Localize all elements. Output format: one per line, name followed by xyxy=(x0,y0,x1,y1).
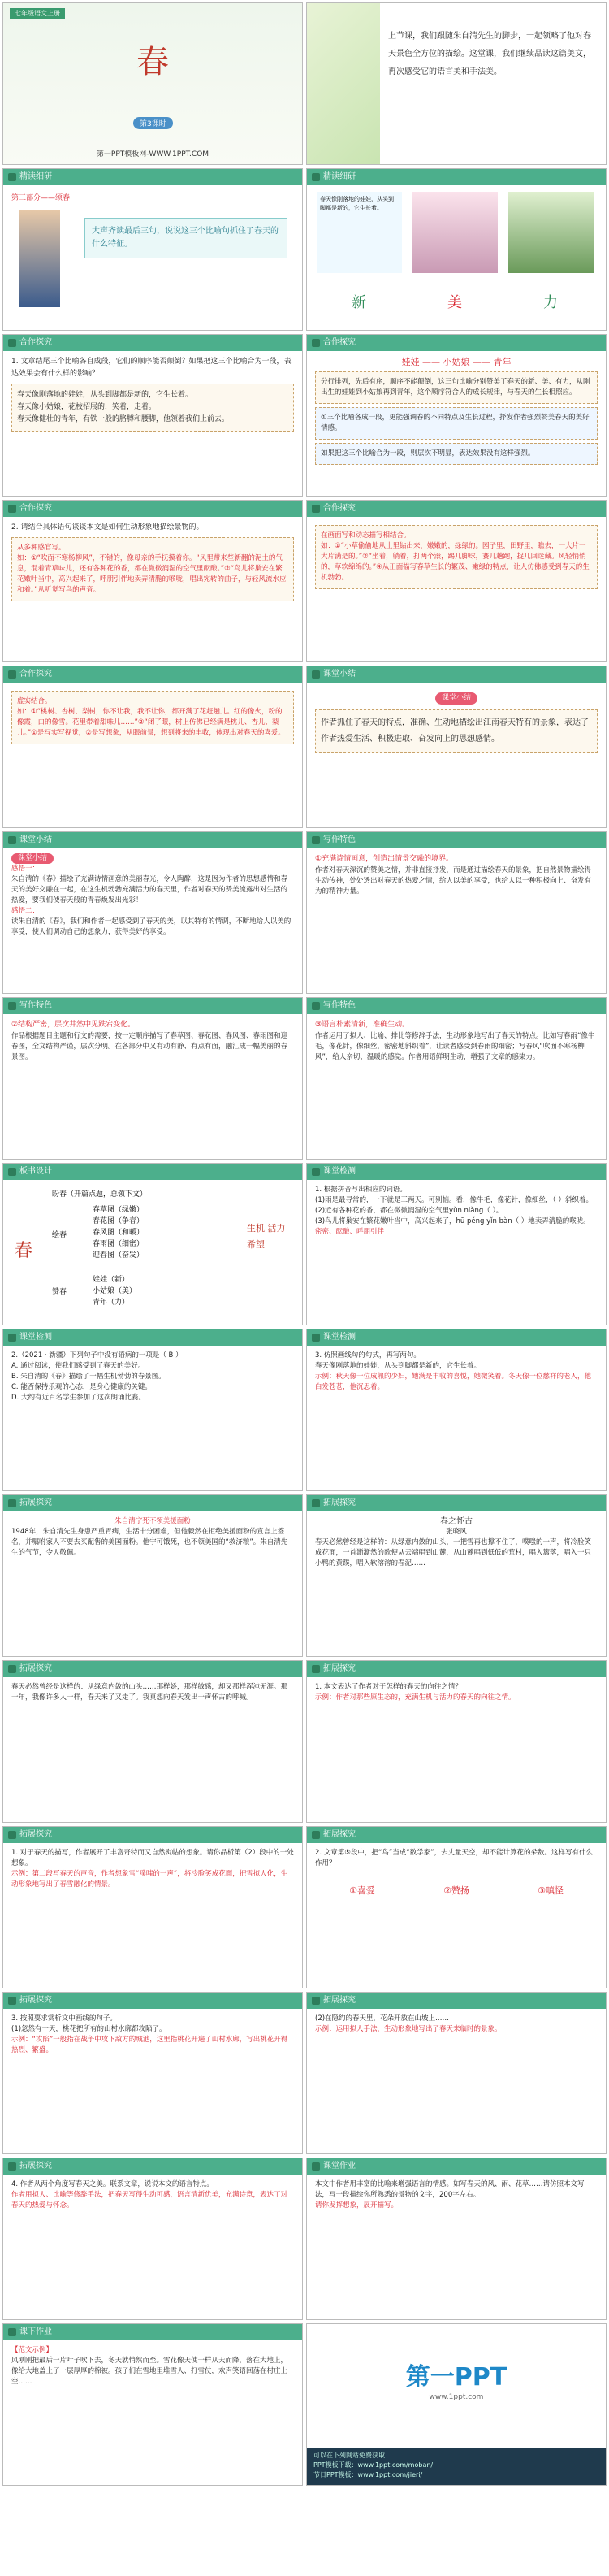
slide-homework-1 xyxy=(306,2158,607,2320)
slide-header: 精读细研 xyxy=(3,169,302,185)
growth-chain: 娃娃 —— 小姑娘 —— 青年 xyxy=(401,357,512,367)
slide-explore-3 xyxy=(2,500,303,662)
slide-summary-2 xyxy=(2,831,303,994)
insight-1-title: 感悟一： xyxy=(11,865,40,873)
slide-explore-2 xyxy=(306,334,607,497)
board-item: 春风图（和暖） xyxy=(93,1229,145,1237)
question-text: 4. 作者从两个角度写春天之美。联系文章，说说本文的语言特点。 xyxy=(11,2180,214,2188)
card-beauty xyxy=(412,192,498,273)
card-power xyxy=(508,192,594,273)
answer: 如：①“桃树、杏树、梨树，你不让我，我不让你，都开满了花赶趟儿。红的像火，粉的像霞，白的像雪。花里带着甜味儿……”②“闭了眼，树上仿佛已经满是桃儿、杏儿、梨儿。”①是写实写视觉，②是写想象，从眼前景，想到将来的丰收，体现出对春天的喜爱。 xyxy=(17,708,285,737)
summary-tag: 课堂小结 xyxy=(11,853,54,864)
question-bubble: 大声齐读最后三句，说说这三个比喻句抓住了春天的什么特征。 xyxy=(84,218,287,258)
word-new: 新 xyxy=(352,294,366,311)
slide-header: 合作探究 xyxy=(3,666,302,683)
question-text: 2. 文章第⑤段中，把“鸟”当成“数学家”，去丈量天空，却不能计算花的朵数。这样写有什么作用？ xyxy=(315,1849,594,1867)
answer: 示例：秋天像一位成熟的少妇，她满是丰收的喜悦，她微笑着。冬天像一位慈祥的老人，他白发苍苍，他沉思着。 xyxy=(315,1373,592,1391)
slide-writing-2 xyxy=(2,997,303,1160)
choice[interactable]: ③嗔怪 xyxy=(538,1885,564,1896)
slide-header: 拓展探究 xyxy=(3,1993,302,2009)
slide-extend-7 xyxy=(2,1992,303,2154)
slide-header: 拓展探究 xyxy=(307,1661,606,1677)
slide-explore-4 xyxy=(306,500,607,662)
slide-header: 板书设计 xyxy=(3,1164,302,1180)
board-root: 盼春（开篇点题，总领下文） xyxy=(52,1190,148,1199)
word-beauty: 美 xyxy=(447,294,462,311)
slide-test-3 xyxy=(306,1329,607,1491)
slide-extend-9 xyxy=(2,2158,303,2320)
slide-header: 拓展探究 xyxy=(3,1827,302,1843)
slide-extend-6 xyxy=(306,1826,607,1988)
sample-title: 【范文示例】 xyxy=(11,2346,54,2354)
feature-text: 作者运用了拟人、比喻、排比等修辞手法，生动形象地写出了春天的特点。比如写春雨“像牛毛，像花针，像细丝，密密地斜织着”，让读者感受到春雨的细密；写春风“吹面不寒杨柳风”，给人亲切、温暖的感觉。作者用语鲜明生动，增强了文章的感染力。 xyxy=(315,1032,595,1061)
hint: 从多种感官写。 xyxy=(17,544,66,552)
homework-hint: 请你发挥想象，展开描写。 xyxy=(315,2201,399,2210)
slide-test-1 xyxy=(306,1163,607,1325)
summary-text: 作者抓住了春天的特点，准确、生动地描绘出江南春天特有的景象，表达了作者热爱生活、积极进取、奋发向上的思想感情。 xyxy=(315,709,598,753)
section-title: 第三部分——颂春 xyxy=(11,194,71,202)
slide-extend-1 xyxy=(2,1494,303,1657)
slide-summary-1 xyxy=(306,666,607,828)
insight-1: 朱自清的《春》描绘了充满诗情画意的美丽春光，令人陶醉，这是因为作者的思想感情和春天的美好交融在一起，在这生机勃勃充满活力的春天里，作者对春天的赞美流露出对生活的热爱，要我们使春天般的青春焕发出光彩！ xyxy=(11,875,288,904)
answer: 示例：“攻陷”一般指在战争中攻下敌方的城池，这里指桃花开遍了山村水廓，写出桃花开得热烈、繁盛。 xyxy=(11,2036,288,2054)
answer-1: 分行排列，先后有序，顺序不能颠倒，这三句比喻分别赞美了春天的新、美、有力，从刚出生的娃娃到小姑娘再到青年，这个顺序符合人的成长规律，与春天的生长相照应。 xyxy=(315,371,598,404)
essay-author: 张晓风 xyxy=(446,1528,467,1536)
slide-header: 合作探究 xyxy=(307,335,606,351)
footer xyxy=(307,2448,606,2485)
line-1: 春天像刚落地的娃娃，从头到脚都是新的，它生长着。 xyxy=(17,391,193,399)
slide-header: 写作特色 xyxy=(3,998,302,1014)
board-item: 春花图（争春） xyxy=(93,1217,145,1225)
board-items xyxy=(93,1204,144,1261)
answer: 示例：运用拟人手法，生动形象地写出了春天来临时的景象。 xyxy=(315,2025,502,2033)
slide-explore-1 xyxy=(2,334,303,497)
slide-header: 合作探究 xyxy=(3,335,302,351)
page-title: 春 xyxy=(136,43,169,80)
slide-header: 拓展探究 xyxy=(3,1495,302,1511)
answer-2: ①三个比喻各成一段，更能强调春的不同特点及生长过程，抒发作者强烈赞美春天的美好情感。 xyxy=(315,407,598,440)
board-item: 春雨图（细密） xyxy=(93,1240,145,1248)
slide-header: 课堂小结 xyxy=(307,666,606,683)
footer-link[interactable]: PPT模板下载：www.1ppt.com/moban/ xyxy=(313,2461,434,2469)
grade-badge: 七年级语文上册 xyxy=(10,8,65,19)
logo: 第一PPT xyxy=(405,2363,508,2392)
slide-test-2 xyxy=(2,1329,303,1491)
feature-title: ①充满诗情画意，创造出情景交融的境界。 xyxy=(315,855,454,863)
footer-link[interactable]: 节日PPT模板：www.1ppt.com/jieri/ xyxy=(313,2471,423,2478)
slide-end xyxy=(306,2323,607,2486)
slide-header: 写作特色 xyxy=(307,832,606,848)
board-theme: 生机 活力 希望 xyxy=(247,1223,286,1250)
option[interactable]: D. 大约有近百名学生参加了这次朗诵比赛。 xyxy=(11,1394,145,1402)
answer: 示例：作者对那些原生态的，充满生机与活力的春天的向往之情。 xyxy=(315,1693,516,1702)
teacher-figure xyxy=(19,210,60,307)
intro-text: 上节课，我们跟随朱自清先生的脚步，一起领略了他对春天景色全方位的描绘。这堂课，我们继续品读这篇美文，再次感受它的语言美和手法美。 xyxy=(388,32,591,76)
slide-extend-5 xyxy=(2,1826,303,1988)
essay-text: 春天必然曾经是这样的：从绿意内敛的山头，一把雪再也撑不住了，噗嗤的一声，将冷脸笑成花面，一首澌澌然的歌便从云端唱到山麓，从山麓唱到低低的荒村，唱入篱落，唱入一只小鸭的黄蹼，唱入软溶溶的春泥…… xyxy=(315,1538,592,1568)
line-2: 春天像小姑娘，花枝招展的，笑着，走着。 xyxy=(17,403,157,411)
board-item: 春草图（绿嫩） xyxy=(93,1206,145,1214)
question-text: 2.（2021 · 新疆）下列句子中没有语病的一项是（ B ） xyxy=(11,1351,183,1360)
slide-extend-3 xyxy=(2,1660,303,1823)
story-title: 朱自清宁死不领美援面粉 xyxy=(114,1517,191,1525)
answer: 如：①“小草偷偷地从土里钻出来，嫩嫩的，绿绿的。园子里，田野里，瞧去，一大片一大片满是的。”②“坐着，躺着，打两个滚，踢几脚球，赛几趟跑，捉几回迷藏。风轻悄悄的，草软绵绵的。”④从正面描写春草生长的繁茂、嫩绿的特点，让人仿佛感受到春天的生机勃勃。 xyxy=(321,542,590,582)
question-text: 1. 本文表达了作者对于怎样的春天的向往之情？ xyxy=(315,1683,462,1691)
slide-header: 精读细研 xyxy=(307,169,606,185)
sample-sentence: 春天像刚落地的娃娃，从头到脚都是新的，它生长着。 xyxy=(315,1362,482,1370)
question-text: 1. 文章结尾三个比喻各自成段，它们的顺序能否颠倒？如果把这三个比喻合为一段，表达效果会有什么样的影响？ xyxy=(11,358,292,378)
feature-title: ③语言朴素清新，准确生动。 xyxy=(315,1021,410,1029)
lesson-badge: 第3课时 xyxy=(133,117,173,129)
item-3: (3)鸟儿将巢安在繁花嫩叶当中，高兴起来了，hū péng yǐn bàn（ ）地卖弄清脆的喉咙。 xyxy=(315,1217,590,1225)
answer: 密密、酝酿、呼朋引伴 xyxy=(315,1228,385,1236)
slide-writing-3 xyxy=(306,997,607,1160)
sentence: (2)在隐约的春天里，花朵开放在山坡上…… xyxy=(315,2014,450,2023)
word-power: 力 xyxy=(543,294,558,311)
board-item: 迎春图（奋发） xyxy=(93,1251,145,1260)
footer-line: 可以在下列网站免费获取 xyxy=(313,2452,385,2459)
slide-header: 合作探究 xyxy=(307,501,606,517)
slide-extend-2 xyxy=(306,1494,607,1657)
answer: 示例：第二段写春天的声音，作者想象雪“噗嗤的一声”，将冷脸笑成花面，把雪拟人化，生动形象地写出了春雪融化的情景。 xyxy=(11,1870,288,1889)
option[interactable]: B. 朱自清的《春》描绘了一幅生机勃勃的春景图。 xyxy=(11,1373,166,1381)
slide-intro xyxy=(306,2,607,165)
story-text: 1948年，朱自清先生身患严重胃病，生活十分困难，但他毅然在拒绝美援面粉的宣言上签名，并嘱咐家人不要去买配售的美国面粉。他宁可饿死，也不领美国的“救济粮”。朱自清先生的气节，令人敬佩。 xyxy=(11,1528,288,1557)
line-3: 春天像健壮的青年，有铁一般的胳膊和腰脚，他领着我们上前去。 xyxy=(17,415,230,423)
insight-2: 读朱自清的《春》，我们和作者一起感受到了春天的美，以其特有的情调，不断地给人以美的享受，使人们调动自己的想象力，获得美好的享受。 xyxy=(11,917,292,936)
slide-extend-4 xyxy=(306,1660,607,1823)
answer: 如：①“吹面不寒杨柳风”，不错的，像母亲的手抚摸着你。“风里带来些新翻的泥土的气息，混着青草味儿，还有各种花的香，都在微微润湿的空气里酝酿。”②“鸟儿将巢安在繁花嫩叶当中，高兴起来了，呼朋引伴地卖弄清脆的喉咙，唱出宛转的曲子，与轻风流水应和着。”从听觉写鸟的声音。 xyxy=(17,554,287,594)
board-sub: 青年（力） xyxy=(93,1299,130,1307)
slide-header: 拓展探究 xyxy=(307,1827,606,1843)
slide-header: 拓展探究 xyxy=(307,1495,606,1511)
question-text: 2. 请结合具体语句谈谈本文是如何生动形象地描绘景物的。 xyxy=(11,523,204,531)
slide-header: 课堂检测 xyxy=(3,1329,302,1346)
insight-2-title: 感悟二： xyxy=(11,907,40,915)
item-1: (1)雨是最寻常的，一下就是三两天。可别恼。看，像牛毛，像花针，像细丝，（ ）斜织着。 xyxy=(315,1196,593,1204)
sample-text: 风刚刚把最后一片叶子吹下去，冬天就悄然而至。雪花像天使一样从天而降，落在大地上，像给大地盖上了一层厚厚的棉被。孩子们在雪地里堆雪人、打雪仗，欢声笑语回荡在村庄上空…… xyxy=(11,2357,288,2386)
board-title: 春 xyxy=(15,1241,33,1261)
question-text: 3. 仿照画线句的句式，再写两句。 xyxy=(315,1351,421,1360)
item-2: (2)近有各种花的香，都在微微润湿的空气里yùn niàng（ ）。 xyxy=(315,1207,503,1215)
slide-explore-5 xyxy=(2,666,303,828)
slide-header: 拓展探究 xyxy=(307,1993,606,2009)
question-text: 1. 根据拼音写出相应的词语。 xyxy=(315,1186,407,1194)
slide-header: 合作探究 xyxy=(3,501,302,517)
board-sub: 小姑娘（美） xyxy=(93,1287,137,1295)
option[interactable]: C. 能否保持乐观的心态，是身心健康的关键。 xyxy=(11,1383,152,1391)
answer-3: 如果把这三个比喻合为一段，则层次不明显，表达效果没有这样强烈。 xyxy=(315,443,598,465)
question-text: 3. 按照要求赏析文中画线的句子。 xyxy=(11,2014,117,2023)
essay-text: 春天必然曾经是这样的：从绿意内敛的山头……那样娇，那样敏感，却又那样浑沌无涯。那一年，我像许多人一样，春天来了又走了。我真想向春天发出一声怀古的呼喊。 xyxy=(11,1683,288,1702)
slide-header: 课堂检测 xyxy=(307,1329,606,1346)
site-text[interactable]: 第一PPT模板网-WWW.1PPT.COM xyxy=(96,150,209,158)
slide-header: 课堂小结 xyxy=(3,832,302,848)
slide-header: 拓展探究 xyxy=(3,1661,302,1677)
slide-title xyxy=(2,2,303,165)
hint: 虚实结合。 xyxy=(17,697,52,705)
choice[interactable]: ②赞扬 xyxy=(443,1885,469,1896)
slide-read-4 xyxy=(306,168,607,331)
feature-text: 作者对春天深沉的赞美之情，并非直接抒发，而是通过描绘春天的景象，把自然景物描绘得生动传神，处处透出对春天的热爱之情，给人以美的享受，也给人以一种积极向上、奋发有为的精神力量。 xyxy=(315,866,592,896)
option[interactable]: A. 通过阅读，使我们感受到了春天的美好。 xyxy=(11,1362,145,1370)
summary-tag: 课堂小结 xyxy=(435,692,477,705)
sentence: (1)忽然有一天，桃花把所有的山村水廓都攻陷了。 xyxy=(11,2025,166,2033)
slide-header: 课堂作业 xyxy=(307,2158,606,2175)
logo-url[interactable]: www.1ppt.com xyxy=(429,2393,484,2401)
feature-text: 作品根据题目主题和行文的需要，按一定顺序描写了春草图、春花图、春风图、春雨图和迎春图，全文结构严谨，层次分明。在各部分中又有动有静、有点有面，融汇成一幅美丽的春景图。 xyxy=(11,1032,288,1061)
slide-extend-8 xyxy=(306,1992,607,2154)
card-new: 春天像刚落地的娃娃，从头到脚都是新的，它生长着。 xyxy=(317,192,402,273)
slide-board xyxy=(2,1163,303,1325)
choice[interactable]: ①喜爱 xyxy=(349,1885,375,1896)
board-praise: 赞春 xyxy=(52,1288,67,1296)
homework-text: 本文中作者用丰富的比喻来增强语言的情感。如写春天的风、雨、花草……请仿照本文写法，写一段描绘你所熟悉的景物的文字，200字左右。 xyxy=(315,2180,585,2199)
hint: 在画面写和动态描写相结合。 xyxy=(321,531,411,540)
board-group: 绘春 xyxy=(52,1231,67,1239)
slide-header: 写作特色 xyxy=(307,998,606,1014)
essay-title: 春之怀古 xyxy=(440,1517,473,1526)
answer: 作者用拟人、比喻等修辞手法，把春天写得生动可感，语言清新优美，充满诗意，表达了对春天的热爱与怀念。 xyxy=(11,2191,288,2210)
flower-image xyxy=(307,3,380,165)
slide-homework-2 xyxy=(2,2323,303,2486)
slide-read-3 xyxy=(2,168,303,331)
board-sub: 娃娃（新） xyxy=(93,1276,130,1284)
slide-header: 课堂检测 xyxy=(307,1164,606,1180)
feature-title: ②结构严密，层次井然中见跌宕变化。 xyxy=(11,1021,136,1029)
question-text: 1. 对于春天的描写，作者展开了丰富奇特而又自然熨帖的想象。请你品析第（2）段中的一处想象。 xyxy=(11,1849,294,1867)
slide-header: 拓展探究 xyxy=(3,2158,302,2175)
slide-writing-1 xyxy=(306,831,607,994)
slide-header: 课下作业 xyxy=(3,2324,302,2340)
